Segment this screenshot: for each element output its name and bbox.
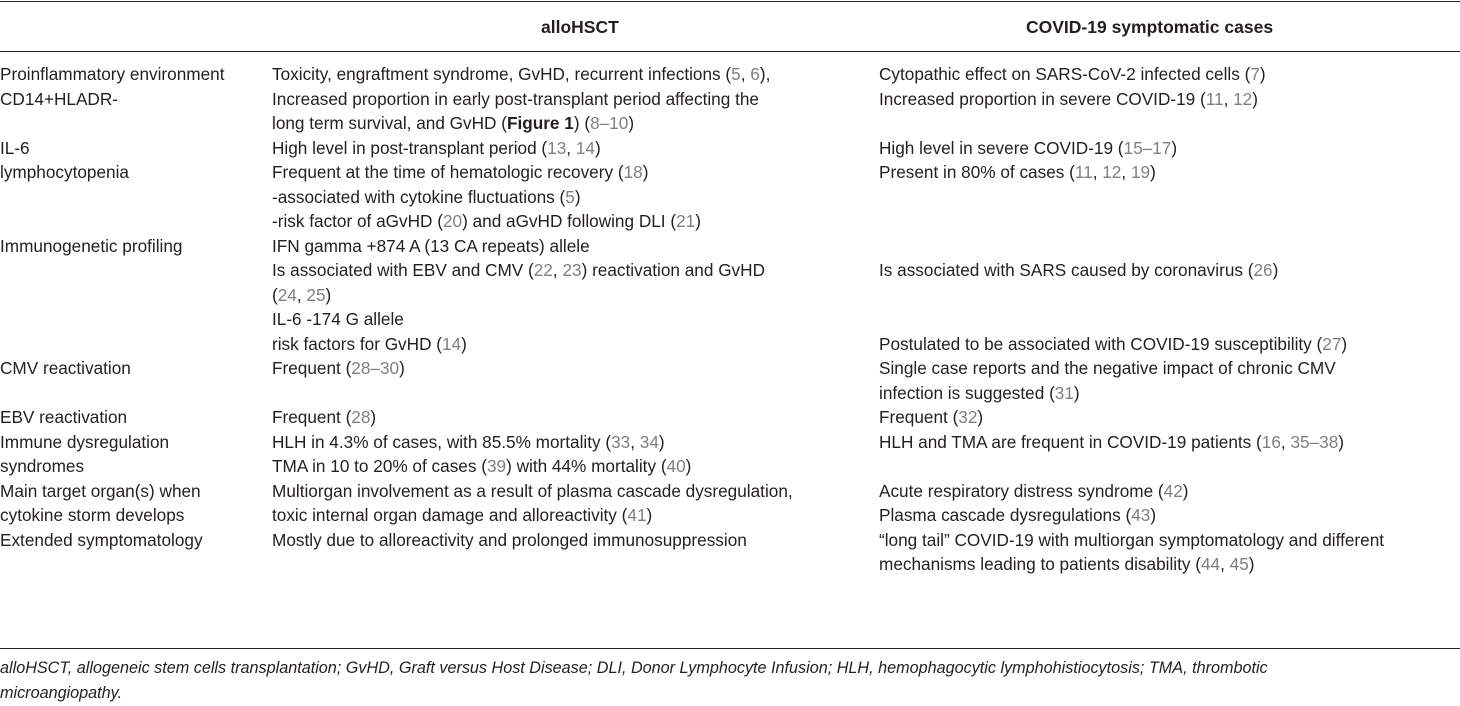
cell-line: High level in severe COVID-19 (15–17) bbox=[879, 137, 1178, 158]
cell-line: Main target organ(s) when bbox=[0, 480, 201, 501]
row-label-cell bbox=[0, 430, 272, 479]
cell-line: Frequent at the time of hematologic recovery (18) bbox=[272, 162, 649, 182]
cell-line: Is associated with SARS caused by coronavirus (26) bbox=[879, 260, 1279, 280]
cell-line: -associated with cytokine fluctuations (5) bbox=[272, 186, 581, 207]
table-row bbox=[0, 136, 1460, 161]
covid19-cell bbox=[879, 62, 1459, 136]
row-label-cell bbox=[0, 160, 272, 234]
row-label-cell bbox=[0, 234, 272, 357]
cell-line bbox=[879, 283, 1459, 308]
cell-line: Multiorgan involvement as a result of plasma cascade dysregulation, bbox=[272, 480, 793, 501]
cell-line: syndromes bbox=[0, 456, 85, 476]
allohsct-cell bbox=[272, 479, 879, 528]
header-rule bbox=[0, 51, 1460, 52]
table-row bbox=[0, 528, 1460, 577]
covid19-cell bbox=[879, 160, 1459, 234]
row-label-cell bbox=[0, 479, 272, 528]
cell-line: Single case reports and the negative impact of chronic CMV bbox=[879, 358, 1336, 378]
cell-line: Proinflammatory environment bbox=[0, 64, 225, 84]
cell-line bbox=[879, 234, 1459, 259]
table-row bbox=[0, 160, 1460, 234]
cell-line: High level in post-transplant period (13, 14) bbox=[272, 137, 601, 158]
cell-line: -risk factor of aGvHD (20) and aGvHD following DLI (21) bbox=[272, 211, 701, 231]
table-row bbox=[0, 356, 1460, 405]
allohsct-cell bbox=[272, 528, 879, 577]
covid19-cell bbox=[879, 430, 1459, 479]
cell-line: Is associated with EBV and CMV (22, 23) reactivation and GvHD bbox=[272, 260, 765, 280]
cell-line: EBV reactivation bbox=[0, 407, 128, 427]
allohsct-cell bbox=[272, 405, 879, 430]
cell-line: Extended symptomatology bbox=[0, 529, 203, 550]
row-label-cell bbox=[0, 136, 272, 161]
covid19-cell bbox=[879, 136, 1459, 161]
allohsct-cell bbox=[272, 356, 879, 405]
allohsct-cell bbox=[272, 62, 879, 136]
row-label-cell bbox=[0, 405, 272, 430]
row-label-cell bbox=[0, 356, 272, 405]
cell-line bbox=[879, 111, 1459, 136]
allohsct-cell bbox=[272, 160, 879, 234]
cell-line: (24, 25) bbox=[272, 284, 332, 305]
table-bottom-rule bbox=[0, 648, 1460, 649]
cell-line: Increased proportion in severe COVID-19 (11, 12) bbox=[879, 88, 1258, 109]
cell-line: mechanisms leading to patients disability (44, 45) bbox=[879, 554, 1255, 574]
cell-line: TMA in 10 to 20% of cases (39) with 44% mortality (40) bbox=[272, 456, 692, 476]
cell-line: Cytopathic effect on SARS-CoV-2 infected cells (7) bbox=[879, 64, 1266, 84]
cell-line: long term survival, and GvHD (Figure 1) (8–10) bbox=[272, 113, 635, 133]
cell-line: Frequent (28) bbox=[272, 407, 377, 427]
cell-line: Plasma cascade dysregulations (43) bbox=[879, 505, 1157, 525]
cell-line: “long tail” COVID-19 with multiorgan symptomatology and different bbox=[879, 529, 1385, 550]
table-top-rule bbox=[0, 1, 1460, 2]
header-covid19: COVID-19 symptomatic cases bbox=[1026, 17, 1274, 37]
cell-line: Toxicity, engraftment syndrome, GvHD, recurrent infections (5, 6), bbox=[272, 64, 771, 84]
cell-line: HLH in 4.3% of cases, with 85.5% mortality (33, 34) bbox=[272, 431, 665, 452]
footnote-line: microangiopathy. bbox=[0, 683, 123, 702]
table-footnote bbox=[0, 656, 1455, 705]
row-label-cell bbox=[0, 528, 272, 577]
footnote-line: alloHSCT, allogeneic stem cells transplantation; GvHD, Graft versus Host Disease; DLI, Donor Lymphocyte Infusion; HLH, hemophagocytic lymphohistiocytosis; TMA, thrombotic bbox=[0, 659, 1268, 677]
cell-line: Increased proportion in early post-transplant period affecting the bbox=[272, 88, 759, 109]
cell-line: Present in 80% of cases (11, 12, 19) bbox=[879, 162, 1156, 182]
cell-line: Immune dysregulation bbox=[0, 431, 170, 452]
table-row bbox=[0, 405, 1460, 430]
table-row bbox=[0, 479, 1460, 528]
allohsct-cell bbox=[272, 136, 879, 161]
cell-line: CD14+HLADR- bbox=[0, 88, 118, 109]
table-row bbox=[0, 234, 1460, 357]
covid19-cell bbox=[879, 356, 1459, 405]
covid19-cell bbox=[879, 405, 1459, 430]
header-allohsct: alloHSCT bbox=[541, 17, 619, 37]
row-label-cell bbox=[0, 62, 272, 136]
cell-line: Acute respiratory distress syndrome (42) bbox=[879, 480, 1189, 501]
table-row bbox=[0, 430, 1460, 479]
cell-line: cytokine storm develops bbox=[0, 505, 185, 525]
cell-line: IL-6 bbox=[0, 137, 30, 158]
cell-line: Frequent (32) bbox=[879, 407, 984, 427]
cell-line: CMV reactivation bbox=[0, 358, 131, 378]
cell-line: Postulated to be associated with COVID-19 susceptibility (27) bbox=[879, 333, 1348, 354]
cell-line: Frequent (28–30) bbox=[272, 358, 405, 378]
covid19-cell bbox=[879, 479, 1459, 528]
cell-line: Immunogenetic profiling bbox=[0, 235, 183, 256]
covid19-cell bbox=[879, 528, 1459, 577]
cell-line: infection is suggested (31) bbox=[879, 382, 1080, 403]
allohsct-cell bbox=[272, 430, 879, 479]
table-row bbox=[0, 62, 1460, 136]
cell-line: IFN gamma +874 A (13 CA repeats) allele bbox=[272, 235, 590, 256]
cell-line: lymphocytopenia bbox=[0, 162, 129, 182]
allohsct-cell bbox=[272, 234, 879, 357]
covid19-cell bbox=[879, 234, 1459, 357]
cell-line: Mostly due to alloreactivity and prolonged immunosuppression bbox=[272, 529, 747, 550]
cell-line: HLH and TMA are frequent in COVID-19 patients (16, 35–38) bbox=[879, 431, 1344, 452]
table-body bbox=[0, 62, 1460, 577]
cell-line: risk factors for GvHD (14) bbox=[272, 333, 467, 354]
cell-line bbox=[879, 307, 1459, 332]
cell-line: IL-6 -174 G allele bbox=[272, 309, 404, 329]
cell-line: toxic internal organ damage and alloreactivity (41) bbox=[272, 505, 653, 525]
